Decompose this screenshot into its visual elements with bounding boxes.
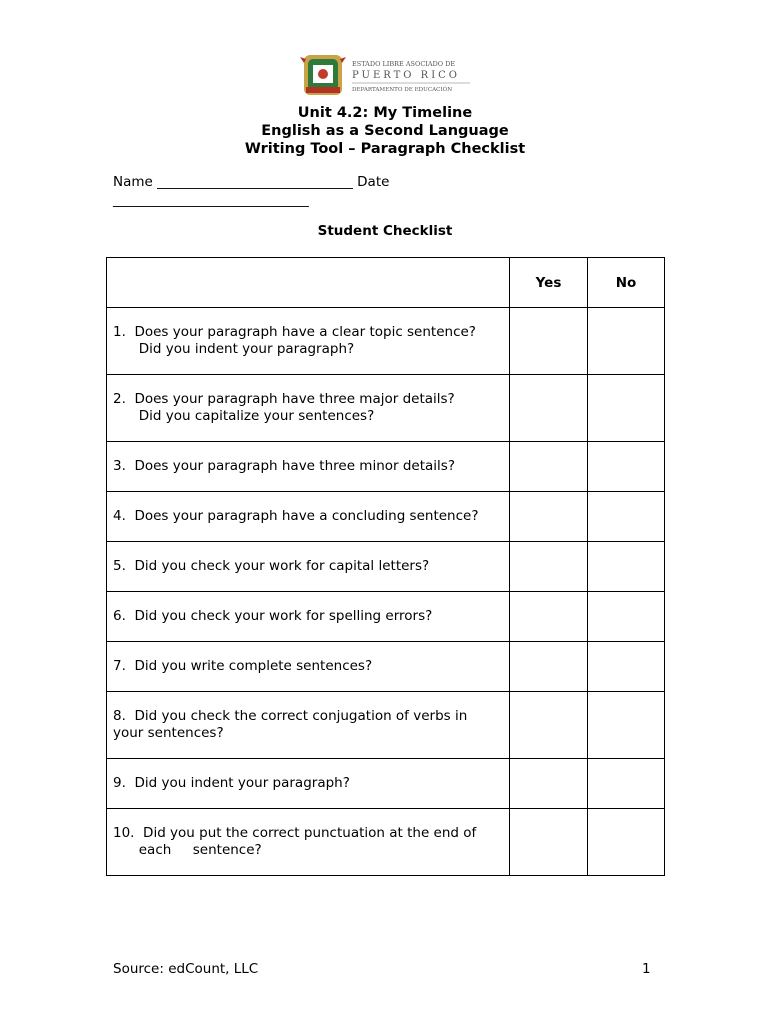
table-row (107, 442, 665, 492)
no-column-header: No (588, 258, 665, 308)
title-unit: Unit 4.2: My Timeline (297, 105, 473, 121)
student-checklist-table (106, 257, 665, 876)
title-tool: Writing Tool – Paragraph Checklist (244, 141, 526, 157)
no-checkbox-cell[interactable] (588, 809, 665, 876)
checklist-question: 10. Did you put the correct punctuation at the end of each sentence? (113, 825, 477, 858)
table-row (107, 759, 665, 809)
table-row (107, 809, 665, 876)
checklist-question: 6. Did you check your work for spelling errors? (113, 608, 433, 624)
source-credit: Source: edCount, LLC (113, 961, 259, 977)
no-checkbox-cell[interactable] (588, 492, 665, 542)
no-checkbox-cell[interactable] (588, 692, 665, 759)
yes-checkbox-cell[interactable] (510, 542, 588, 592)
table-row (107, 592, 665, 642)
yes-checkbox-cell[interactable] (510, 809, 588, 876)
no-checkbox-cell[interactable] (588, 592, 665, 642)
checklist-question: 2. Does your paragraph have three major details? Did you capitalize your sentences? (113, 391, 455, 424)
no-checkbox-cell[interactable] (588, 442, 665, 492)
checklist-question: 9. Did you indent your paragraph? (113, 775, 350, 791)
yes-checkbox-cell[interactable] (510, 308, 588, 375)
checklist-title: Student Checklist (317, 223, 453, 239)
yes-column-header: Yes (510, 258, 588, 308)
checklist-question: 7. Did you write complete sentences? (113, 658, 373, 674)
svg-text:PUERTO RICO: PUERTO RICO (352, 70, 461, 81)
no-checkbox-cell[interactable] (588, 308, 665, 375)
no-checkbox-cell[interactable] (588, 642, 665, 692)
no-checkbox-cell[interactable] (588, 375, 665, 442)
checklist-question: 8. Did you check the correct conjugation of verbs in your sentences? (113, 708, 468, 741)
table-row (107, 542, 665, 592)
yes-checkbox-cell[interactable] (510, 442, 588, 492)
date-field-blank[interactable]: _____________________________ (113, 192, 309, 208)
page-number: 1 (642, 961, 651, 977)
svg-text:DEPARTAMENTO DE EDUCACIÓN: DEPARTAMENTO DE EDUCACIÓN (352, 87, 453, 93)
table-row (107, 492, 665, 542)
yes-checkbox-cell[interactable] (510, 492, 588, 542)
table-header-row (107, 258, 665, 308)
yes-checkbox-cell[interactable] (510, 592, 588, 642)
yes-checkbox-cell[interactable] (510, 375, 588, 442)
yes-checkbox-cell[interactable] (510, 642, 588, 692)
question-header-cell (107, 258, 510, 308)
puerto-rico-education-logo (298, 53, 474, 97)
svg-text:ESTADO LIBRE ASOCIADO DE: ESTADO LIBRE ASOCIADO DE (352, 60, 456, 68)
title-subject: English as a Second Language (261, 123, 509, 139)
no-checkbox-cell[interactable] (588, 759, 665, 809)
no-checkbox-cell[interactable] (588, 542, 665, 592)
table-row (107, 642, 665, 692)
table-row (107, 375, 665, 442)
table-row (107, 308, 665, 375)
name-date-field[interactable]: Name _____________________________ Date (113, 174, 390, 190)
checklist-question: 5. Did you check your work for capital letters? (113, 558, 430, 574)
yes-checkbox-cell[interactable] (510, 759, 588, 809)
checklist-question: 1. Does your paragraph have a clear topic sentence? Did you indent your paragraph? (113, 324, 476, 357)
checklist-question: 4. Does your paragraph have a concluding sentence? (113, 508, 479, 524)
checklist-question: 3. Does your paragraph have three minor details? (113, 458, 455, 474)
yes-checkbox-cell[interactable] (510, 692, 588, 759)
table-row (107, 692, 665, 759)
